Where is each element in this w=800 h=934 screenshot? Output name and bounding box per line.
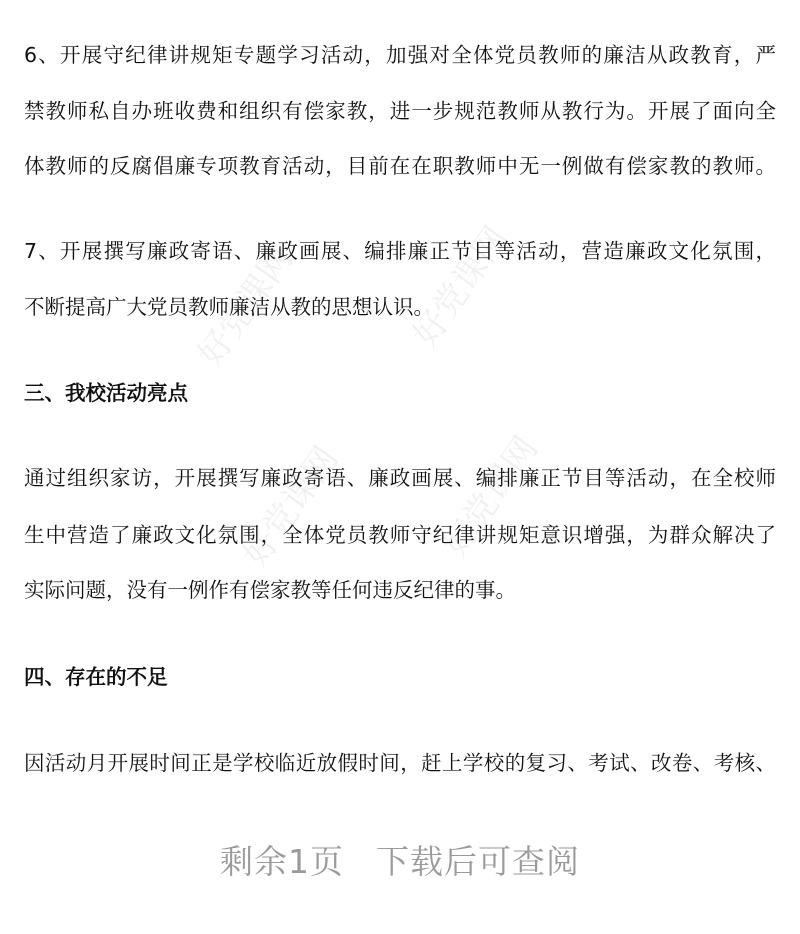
section-3-line: 生中营造了廉政文化氛围，全体党员教师守纪律讲规矩意识增强，为群众解决了 bbox=[24, 523, 776, 547]
watermark: 好党课网 bbox=[190, 239, 302, 374]
paragraph-6-line: 禁教师私自办班收费和组织有偿家教，进一步规范教师从教行为。开展了面向全 bbox=[24, 99, 776, 123]
watermark: 好党课网 bbox=[405, 219, 517, 354]
watermark: 好党课网 bbox=[435, 429, 547, 564]
watermark: 好党课网 bbox=[235, 439, 347, 574]
download-to-view-label[interactable]: 下载后可查阅 bbox=[376, 842, 580, 881]
paragraph-7-line: 7、开展撰写廉政寄语、廉政画展、编排廉正节目等活动，营造廉政文化氛围， bbox=[24, 239, 776, 263]
section-4-heading: 四、存在的不足 bbox=[24, 665, 168, 689]
remaining-pages-label: 剩余1页 bbox=[220, 842, 344, 881]
section-3-heading: 三、我校活动亮点 bbox=[24, 381, 188, 405]
download-prompt[interactable] bbox=[0, 836, 800, 883]
paragraph-7-line: 不断提高广大党员教师廉洁从教的思想认识。 bbox=[24, 295, 434, 319]
section-3-line: 实际问题，没有一例作有偿家教等任何违反纪律的事。 bbox=[24, 578, 516, 602]
section-4-line: 因活动月开展时间正是学校临近放假时间，赶上学校的复习、考试、改卷、考核、 bbox=[24, 751, 776, 775]
paragraph-6-line: 6、开展守纪律讲规矩专题学习活动，加强对全体党员教师的廉洁从政教育，严 bbox=[24, 43, 776, 67]
paragraph-6-line: 体教师的反腐倡廉专项教育活动，目前在在职教师中无一例做有偿家教的教师。 bbox=[24, 154, 776, 178]
section-3-line: 通过组织家访，开展撰写廉政寄语、廉政画展、编排廉正节目等活动，在全校师 bbox=[24, 466, 776, 490]
